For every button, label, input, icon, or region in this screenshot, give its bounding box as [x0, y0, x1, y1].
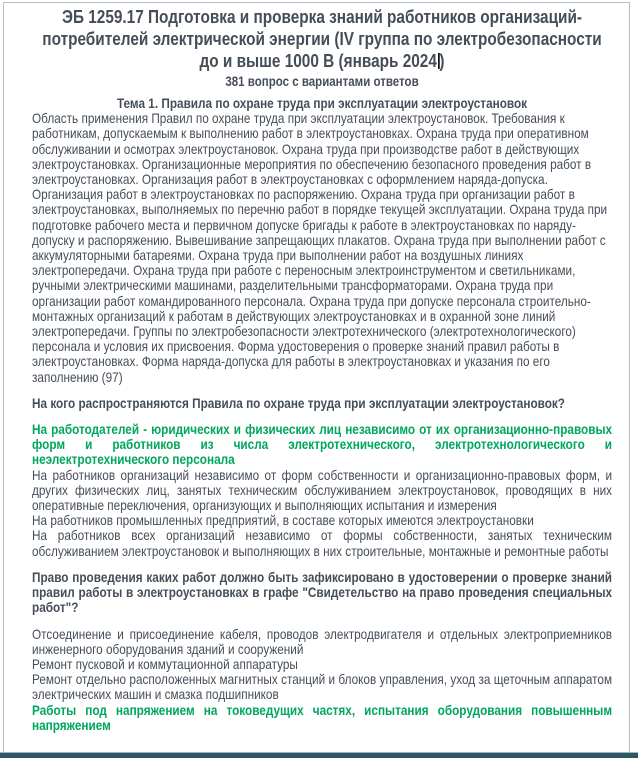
topic-description: Область применения Правил по охране труда при эксплуатации электроустановок. Требования к работникам, допускаемым к выполнению работ в электроустановках. Охрана труда при оперативном обслуживании и осмотрах электроустановок. Охрана труда при производстве работ в действующих электроустановках. Организационные мероприятия по обеспечению безопасного проведения работ в электроустановках. Организация работ в электроустановках с оформлением наряда-допуска. Организация работ в электроустановках по распоряжению. Охрана труда при организации работ в электроустановках, выполняемых по перечню работ в порядке текущей эксплуатации. Охрана труда при подготовке рабочего места и первичном допуске бригады к работе в электроустановках по наряду-допуску и распоряжению. Вывешивание запрещающих плакатов. Охрана труда при выполнении работ с аккумуляторными батареями. Охрана труда при выполнении работ на воздушных линиях электропередачи. Охрана труда при работе с переносным электроинструментом и светильниками, ручными электрическими машинами, разделительными трансформаторами. Охрана труда при организации работ командированного персонала. Охрана труда при допуске персонала строительно-монтажных организаций к работам в действующих электроустановках и в охранной зоне линий электропередачи. Группы по электробезопасности электротехнического (электротехнологического) персонала и условия их присвоения. Форма удостоверения о проверке знаний правил работы в электроустановках. Форма наряда-допуска для работы в электроустановках и указания по его заполнению (97): [32, 111, 608, 385]
question-1-text: На кого распространяются Правила по охране труда при эксплуатации электроустановок?: [32, 395, 566, 411]
bottom-window-edge: [0, 752, 638, 758]
question-count-subtitle: 381 вопрос с вариантами ответов: [225, 74, 419, 89]
question-2-answer-option: Ремонт отдельно расположенных магнитных станций и блоков управления, уход за щеточным аппаратом электрических машин и смазка подшипников: [32, 672, 613, 703]
question-2-text: Право проведения каких работ должно быть зафиксировано в удостоверении о проверке знаний правил работы в электроустановках в графе "Свидетельство на право проведения специальных работ"?: [32, 569, 613, 616]
document-content: [32, 6, 612, 733]
question-2-answer-option: Ремонт пусковой и коммутационной аппаратуры: [32, 656, 298, 672]
question-1-answer-option: На работников всех организаций независимо от формы собственности, занятых техническим обслуживанием электроустановок и выполняющих в них строительные, монтажные и ремонтные работы: [32, 528, 613, 559]
document-title: [32, 6, 612, 72]
question-1-answer-option: На работников организаций независимо от форм собственности и организационно-правовых форм, и других физических лиц, занятых техническим обслуживанием электроустановок, проводящих в них оперативные переключения, организующих и выполняющих испытания и измерения: [32, 467, 613, 514]
question-1-answer-correct: На работодателей - юридических и физических лиц независимо от их организационно-правовых форм и работников из числа электротехнического, электротехнологического и неэлектротехнического персонала: [32, 422, 613, 468]
question-2-answer-correct-clipped: Работы под напряжением на токоведущих частях, испытания оборудования повышенным напряжением: [32, 702, 613, 733]
question-1-answer-option: На работников промышленных предприятий, в составе которых имеются электроустановки: [32, 513, 534, 529]
document-title-text: ЭБ 1259.17 Подготовка и проверка знаний работников организаций-потребителей электрической энергии (IV группа по электробезопасности до и выше 1000 В (январь 2024: [42, 7, 602, 71]
topic-title: Тема 1. Правила по охране труда при эксплуатации электроустановок: [116, 96, 528, 111]
question-2-answer-option: Отсоединение и присоединение кабеля, проводов электродвигателя и отдельных электроприемников инженерного оборудования зданий и сооружений: [32, 626, 613, 657]
document-title-closing: ): [439, 51, 445, 71]
